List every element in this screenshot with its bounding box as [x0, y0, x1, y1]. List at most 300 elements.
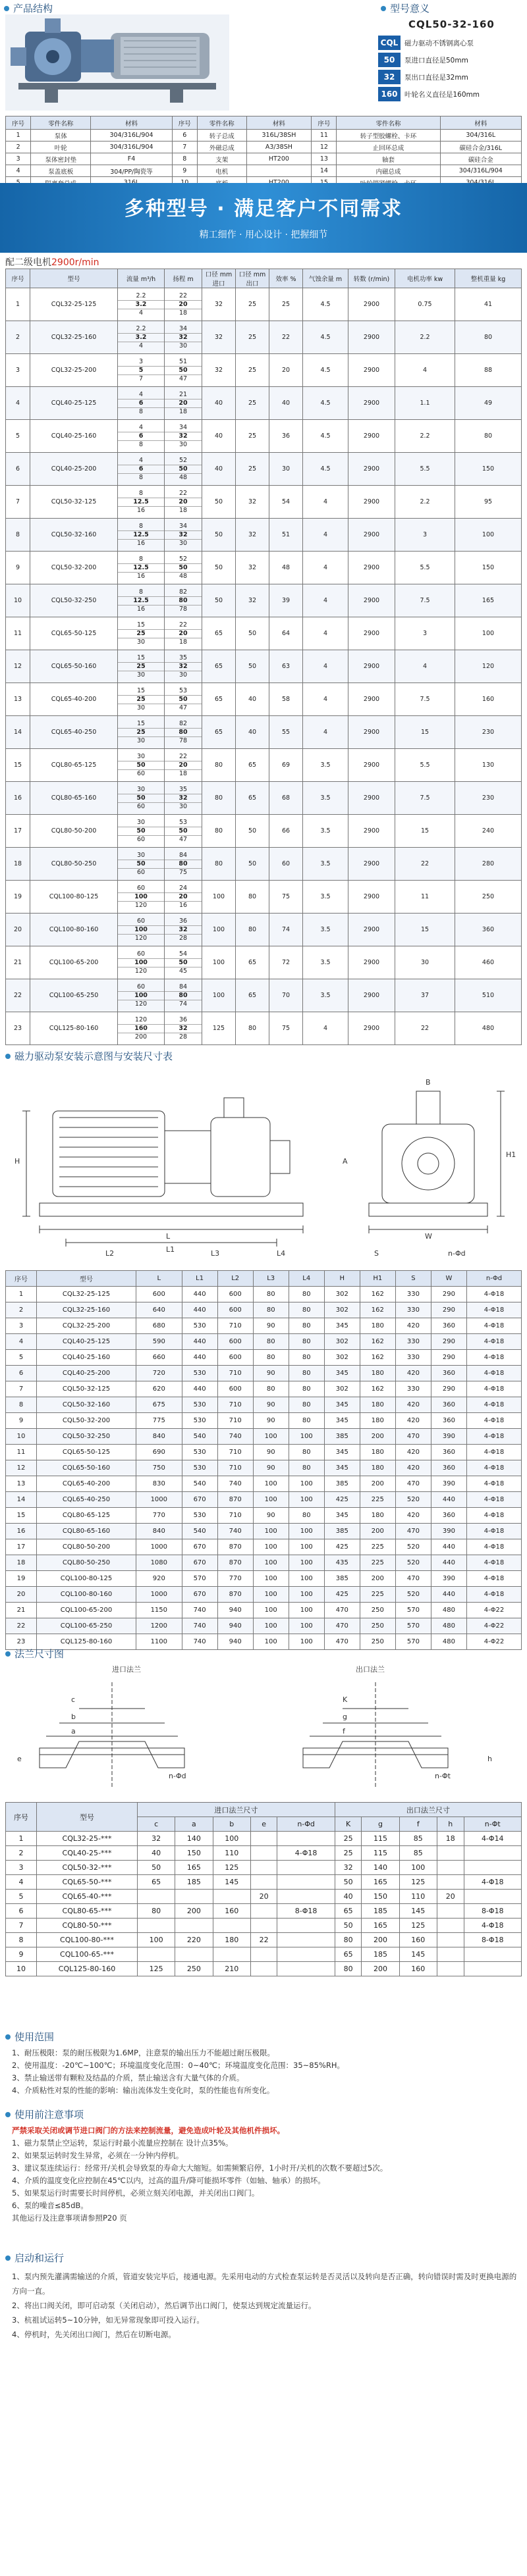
spec-no: 8 [6, 519, 30, 552]
flange-cell-h [437, 1933, 464, 1947]
dim-cell: 180 [360, 1397, 395, 1413]
parts-cell: 泵体 [31, 130, 91, 142]
spec-model: CQL65-50-125 [30, 617, 118, 650]
spec-head-value: 84 [165, 983, 202, 992]
dim-cell: 425 [324, 1492, 360, 1508]
flange-cell-m: CQL50-32-*** [37, 1861, 138, 1875]
spec-flow-value: 8 [118, 588, 164, 597]
flange-cell-n: 5 [6, 1890, 37, 1904]
spec-e: 75 [269, 881, 303, 914]
dim-cell: 870 [217, 1587, 253, 1603]
spec-w: 130 [455, 749, 522, 782]
flange-cell-a: 165 [175, 1861, 213, 1875]
dim-cell: 470 [324, 1634, 360, 1650]
flange-cell-g: 165 [362, 1875, 399, 1890]
inlet-flange-label: 进口法兰 [112, 1665, 141, 1674]
spec-o: 25 [236, 387, 269, 420]
flange-cell-K: 25 [335, 1832, 362, 1846]
spec-e: 20 [269, 354, 303, 387]
dim-cell: 670 [182, 1555, 217, 1571]
spec-head-value: 47 [179, 374, 188, 382]
spec-header-cell: 电机功率 kw [395, 269, 455, 288]
flange-table [5, 1802, 522, 1976]
notes-section [0, 2027, 527, 2572]
dim-header-cell: L4 [289, 1271, 324, 1287]
dim-cell: CQL40-25-160 [37, 1350, 136, 1366]
spec-header-cell: 口径 mm 进口 [202, 269, 236, 288]
dim-cell: 440 [431, 1555, 466, 1571]
flange-cell-a: 250 [175, 1962, 213, 1976]
spec-flow-value: 50 [118, 761, 164, 770]
dim-cell: 345 [324, 1318, 360, 1334]
dim-cell: 90 [253, 1366, 289, 1381]
spec-flow-value: 8 [138, 407, 144, 415]
flange-cell-a [175, 1919, 213, 1933]
spec-s: 2900 [348, 453, 395, 486]
spec-npsh: 4.5 [303, 420, 348, 453]
dim-cell: 940 [217, 1634, 253, 1650]
dim-cell: 290 [431, 1350, 466, 1366]
dim-cell: 4-Φ18 [467, 1445, 522, 1460]
flange-cell-f: 160 [399, 1962, 437, 1976]
dim-cell: 290 [431, 1302, 466, 1318]
dim-cell: 80 [253, 1381, 289, 1397]
flange-cell-nt [464, 1890, 522, 1904]
spec-o: 32 [236, 519, 269, 552]
dim-row [6, 1287, 522, 1302]
flange-cell-m: CQL100-65-*** [37, 1947, 138, 1962]
dim-row [6, 1492, 522, 1508]
parts-row [6, 142, 522, 153]
flange-cell-b: 110 [213, 1846, 250, 1861]
dim-header-cell: W [431, 1271, 466, 1287]
spec-head-value: 20 [165, 893, 202, 902]
spec-header-row [6, 269, 522, 288]
spec-p: 4 [395, 650, 455, 683]
dim-cell: 90 [253, 1460, 289, 1476]
dim-cell: 570 [395, 1618, 431, 1634]
spec-npsh: 4.5 [303, 354, 348, 387]
spec-s: 2900 [348, 420, 395, 453]
flange-drawing [13, 1662, 514, 1794]
flange-cell-n: 1 [6, 1832, 37, 1846]
dim-cell: 830 [136, 1476, 182, 1492]
attention-list [12, 2125, 519, 2225]
parts-header-row [6, 116, 522, 130]
flange-row [6, 1947, 522, 1962]
spec-e: 58 [269, 683, 303, 716]
attention-header [5, 2107, 84, 2121]
spec-o: 50 [236, 848, 269, 881]
spec-npsh: 4 [303, 650, 348, 683]
spec-p: 15 [395, 716, 455, 749]
dim-cell: 470 [395, 1571, 431, 1587]
flange-group-inlet: 进口法兰尺寸 [138, 1803, 335, 1817]
dim-cell: CQL80-65-160 [37, 1524, 136, 1539]
spec-no: 3 [6, 354, 30, 387]
parts-header-cell: 材料 [91, 116, 172, 130]
spec-flow [118, 650, 165, 683]
startup-header [5, 2251, 64, 2265]
dim-row [6, 1429, 522, 1445]
dim-cell: 420 [395, 1397, 431, 1413]
spec-s: 2900 [348, 288, 395, 321]
flange-cell-m: CQL80-50-*** [37, 1919, 138, 1933]
spec-flow-value: 120 [134, 934, 148, 942]
spec-p: 4 [395, 354, 455, 387]
flange-cell-b: 100 [213, 1832, 250, 1846]
spec-flow-value: 100 [118, 959, 164, 967]
dim-cell: 10 [6, 1429, 37, 1445]
attention-item: 4、介质的温度变化应控制在45℃以内，过高的温升/降可能损坏零件（如轴、轴承）的损坏。 [12, 2176, 325, 2185]
spec-flow [118, 683, 165, 716]
spec-row [6, 387, 522, 420]
spec-model: CQL65-40-250 [30, 716, 118, 749]
flange-row [6, 1904, 522, 1919]
parts-section [0, 112, 527, 183]
dim-cell: 80 [253, 1350, 289, 1366]
spec-head [165, 946, 202, 979]
parts-cell: 316L/38SH [246, 130, 312, 142]
dim-cell: 100 [253, 1618, 289, 1634]
drawing-label-B: B [426, 1078, 431, 1087]
install-drawing [13, 1065, 514, 1262]
spec-o: 80 [236, 1012, 269, 1045]
dim-row [6, 1397, 522, 1413]
spec-model: CQL32-25-160 [30, 321, 118, 354]
spec-head [165, 1012, 202, 1045]
flange-cell-b [213, 1919, 250, 1933]
dim-cell: 670 [182, 1539, 217, 1555]
dim-cell: 4-Φ18 [467, 1413, 522, 1429]
dim-cell: 4-Φ18 [467, 1587, 522, 1603]
spec-w: 150 [455, 453, 522, 486]
dim-cell: CQL50-32-125 [37, 1381, 136, 1397]
spec-flow [118, 288, 165, 321]
flange-cell-nd [277, 1832, 335, 1846]
dim-cell: 180 [360, 1413, 395, 1429]
spec-no: 10 [6, 584, 30, 617]
spec-flow-value: 16 [136, 506, 146, 514]
dim-cell: 570 [182, 1571, 217, 1587]
dim-cell: 4-Φ18 [467, 1334, 522, 1350]
dim-cell: 9 [6, 1413, 37, 1429]
dim-cell: 710 [217, 1508, 253, 1524]
spec-no: 20 [6, 914, 30, 946]
parts-cell: 支架 [197, 153, 246, 165]
spec-npsh: 4 [303, 584, 348, 617]
dim-cell: CQL65-50-125 [37, 1445, 136, 1460]
parts-cell: 9 [172, 165, 197, 177]
banner-title: 多种型号 · 满足客户不同需求 [124, 197, 403, 220]
spec-w: 480 [455, 1012, 522, 1045]
spec-e: 75 [269, 1012, 303, 1045]
spec-i: 100 [202, 946, 236, 979]
spec-row [6, 453, 522, 486]
drawing-label-n-t: n-Φt [435, 1772, 451, 1780]
spec-flow-value: 120 [134, 967, 148, 975]
flange-cell-nd [277, 1947, 335, 1962]
bullet-icon [5, 2112, 11, 2117]
spec-flow-value: 60 [118, 885, 164, 893]
flange-header-cell: g [362, 1817, 399, 1832]
dim-cell: 1080 [136, 1555, 182, 1571]
dim-cell: CQL80-50-200 [37, 1539, 136, 1555]
dim-cell: 2 [6, 1302, 37, 1318]
dim-row [6, 1366, 522, 1381]
spec-e: 60 [269, 848, 303, 881]
parts-table [5, 116, 522, 189]
dim-cell: CQL32-25-200 [37, 1318, 136, 1334]
dim-cell: 4 [6, 1334, 37, 1350]
flange-cell-b [213, 1890, 250, 1904]
dim-cell: 420 [395, 1366, 431, 1381]
spec-flow-value: 30 [118, 753, 164, 761]
spec-i: 50 [202, 584, 236, 617]
dim-cell: 23 [6, 1634, 37, 1650]
dim-cell: 710 [217, 1397, 253, 1413]
spec-flow [118, 749, 165, 782]
dim-cell: 225 [360, 1555, 395, 1571]
dim-cell: 6 [6, 1366, 37, 1381]
spec-flow-value: 15 [118, 621, 164, 630]
promo-banner [0, 183, 527, 253]
spec-head-value: 51 [165, 358, 202, 367]
spec-head-value: 74 [179, 1000, 188, 1008]
spec-npsh: 4 [303, 552, 348, 584]
dim-row [6, 1587, 522, 1603]
flange-cell-h [437, 1904, 464, 1919]
spec-s: 2900 [348, 946, 395, 979]
spec-i: 40 [202, 387, 236, 420]
spec-s: 2900 [348, 650, 395, 683]
flange-cell-c: 125 [138, 1962, 175, 1976]
dim-row [6, 1445, 522, 1460]
spec-head [165, 914, 202, 946]
spec-model: CQL100-65-250 [30, 979, 118, 1012]
drawing-label-nd: n-Φd [448, 1249, 466, 1258]
flange-cell-K: 25 [335, 1846, 362, 1861]
parts-cell: 7 [172, 142, 197, 153]
parts-cell [246, 165, 312, 177]
dim-row [6, 1413, 522, 1429]
spec-head-value: 20 [165, 630, 202, 638]
dim-cell: 710 [217, 1445, 253, 1460]
flange-cell-f: 110 [399, 1890, 437, 1904]
spec-w: 41 [455, 288, 522, 321]
spec-p: 7.5 [395, 683, 455, 716]
dim-cell: 100 [253, 1603, 289, 1618]
spec-flow-value: 15 [118, 654, 164, 663]
spec-flow-value: 60 [136, 868, 146, 876]
spec-head-value: 16 [179, 901, 188, 909]
flange-header-cell: f [399, 1817, 437, 1832]
spec-w: 230 [455, 716, 522, 749]
spec-no: 22 [6, 979, 30, 1012]
dim-cell: 100 [289, 1492, 324, 1508]
dim-cell: 390 [431, 1524, 466, 1539]
spec-no: 7 [6, 486, 30, 519]
flange-cell-n: 6 [6, 1904, 37, 1919]
parts-cell: 304/316L/904 [440, 165, 521, 177]
dim-cell: 1000 [136, 1492, 182, 1508]
spec-p: 5.5 [395, 552, 455, 584]
spec-npsh: 3.5 [303, 782, 348, 815]
model-legend-row [378, 87, 523, 101]
spec-head-value: 20 [165, 301, 202, 309]
dim-cell: 720 [136, 1366, 182, 1381]
attention-warning: 严禁采取关闭或调节进口阀门的方法来控制流量，避免造成叶轮及其他机件损坏。 [12, 2126, 285, 2135]
dim-cell: CQL125-80-160 [37, 1634, 136, 1650]
dim-cell: 390 [431, 1429, 466, 1445]
dim-cell: 690 [136, 1445, 182, 1460]
spec-header-cell: 气蚀余量 m [303, 269, 348, 288]
parts-cell: 止回环总成 [337, 142, 440, 153]
spec-flow-value: 4 [118, 391, 164, 399]
spec-no: 21 [6, 946, 30, 979]
flange-cell-g: 200 [362, 1933, 399, 1947]
drawing-label-f: f [343, 1727, 345, 1736]
dim-cell: 600 [217, 1302, 253, 1318]
flange-cell-nd [277, 1875, 335, 1890]
flange-cell-a: 150 [175, 1846, 213, 1861]
dim-cell: 4-Φ18 [467, 1287, 522, 1302]
spec-head [165, 519, 202, 552]
spec-head-value: 18 [179, 638, 188, 646]
spec-flow-value: 16 [136, 539, 146, 547]
spec-row [6, 584, 522, 617]
drawing-label-K: K [343, 1695, 348, 1704]
spec-head-value: 20 [165, 399, 202, 408]
spec-head-value: 32 [165, 1025, 202, 1033]
dim-cell: 385 [324, 1524, 360, 1539]
dim-cell: 385 [324, 1476, 360, 1492]
spec-e: 69 [269, 749, 303, 782]
attention-item: 5、如果泵运行时需要长时间停机，必须立刻关闭电源，并关闭出口阀门。 [12, 2188, 260, 2198]
dim-cell: 90 [253, 1413, 289, 1429]
spec-row [6, 288, 522, 321]
bullet-icon [5, 1054, 11, 1059]
dim-cell: 530 [182, 1366, 217, 1381]
flange-cell-K: 40 [335, 1890, 362, 1904]
flange-header-cell: c [138, 1817, 175, 1832]
dim-cell: CQL50-32-250 [37, 1429, 136, 1445]
spec-head [165, 782, 202, 815]
spec-flow-value: 30 [136, 671, 146, 679]
usage-header [5, 2030, 54, 2044]
flange-cell-c: 50 [138, 1861, 175, 1875]
dim-cell: 870 [217, 1492, 253, 1508]
usage-item: 1、耐压极限：泵的耐压极限为1.6MP，注意泵的输出压力不能超过耐压极限。 [12, 2048, 275, 2057]
spec-no: 6 [6, 453, 30, 486]
dim-cell: 4-Φ22 [467, 1634, 522, 1650]
spec-o: 50 [236, 617, 269, 650]
spec-row [6, 354, 522, 387]
dim-cell: 345 [324, 1366, 360, 1381]
spec-o: 40 [236, 716, 269, 749]
spec-w: 240 [455, 815, 522, 848]
spec-head-value: 34 [165, 424, 202, 432]
dim-header-cell: L [136, 1271, 182, 1287]
dim-cell: 4-Φ18 [467, 1366, 522, 1381]
spec-row [6, 914, 522, 946]
spec-head-value: 24 [165, 885, 202, 893]
spec-header-cell: 流量 m³/h [118, 269, 165, 288]
dim-header-cell: n-Φd [467, 1271, 522, 1287]
spec-flow-value: 15 [118, 687, 164, 696]
spec-header-cell: 口径 mm 出口 [236, 269, 269, 288]
dim-cell: 100 [253, 1587, 289, 1603]
structure-title: 产品结构 [13, 3, 53, 14]
spec-flow-value: 100 [118, 893, 164, 902]
flange-cell-m: CQL100-80-*** [37, 1933, 138, 1947]
dim-cell: CQL65-50-160 [37, 1460, 136, 1476]
flange-cell-e [250, 1919, 277, 1933]
dim-row [6, 1318, 522, 1334]
spec-s: 2900 [348, 815, 395, 848]
spec-w: 160 [455, 683, 522, 716]
spec-head-value: 80 [165, 992, 202, 1000]
flange-row [6, 1962, 522, 1976]
dim-cell: 100 [289, 1429, 324, 1445]
dim-cell: 180 [360, 1460, 395, 1476]
dim-row [6, 1381, 522, 1397]
spec-flow-value: 8 [138, 473, 144, 481]
flange-cell-c: 100 [138, 1933, 175, 1947]
model-legend-code: 160 [378, 87, 401, 101]
spec-head-value: 18 [179, 309, 188, 317]
bullet-icon [5, 1651, 11, 1657]
spec-head [165, 683, 202, 716]
flange-cell-nd [277, 1933, 335, 1947]
spec-flow-value: 160 [118, 1025, 164, 1033]
spec-o: 50 [236, 650, 269, 683]
flange-cell-nd [277, 1861, 335, 1875]
spec-flow-value: 2.2 [118, 325, 164, 334]
flange-row [6, 1919, 522, 1933]
spec-flow-value: 60 [136, 835, 146, 843]
flange-cell-nd: 4-Φ18 [277, 1846, 335, 1861]
parts-cell: 3 [6, 153, 31, 165]
flange-cell-n: 4 [6, 1875, 37, 1890]
spec-model: CQL40-25-125 [30, 387, 118, 420]
parts-cell: 电机 [197, 165, 246, 177]
dim-cell: 290 [431, 1334, 466, 1350]
flange-cell-m: CQL32-25-*** [37, 1832, 138, 1846]
dim-cell: 100 [253, 1429, 289, 1445]
flange-cell-c: 65 [138, 1875, 175, 1890]
dim-cell: 11 [6, 1445, 37, 1460]
dim-cell: 480 [431, 1634, 466, 1650]
attention-item: 其他运行及注意事项请参照P20 页 [12, 2213, 127, 2223]
spec-flow-value: 8 [138, 440, 144, 448]
spec-s: 2900 [348, 552, 395, 584]
dim-cell: 600 [217, 1350, 253, 1366]
dim-cell: 100 [253, 1555, 289, 1571]
spec-head-value: 30 [179, 440, 188, 448]
dim-cell: 420 [395, 1508, 431, 1524]
spec-flow-value: 3 [118, 358, 164, 367]
spec-note [5, 255, 99, 269]
spec-p: 15 [395, 914, 455, 946]
dim-cell: 80 [289, 1302, 324, 1318]
dim-cell: 1 [6, 1287, 37, 1302]
flange-cell-g: 185 [362, 1904, 399, 1919]
parts-cell: 内磁总成 [337, 165, 440, 177]
spec-model: CQL50-32-200 [30, 552, 118, 584]
spec-row [6, 420, 522, 453]
spec-head-value: 53 [165, 687, 202, 696]
